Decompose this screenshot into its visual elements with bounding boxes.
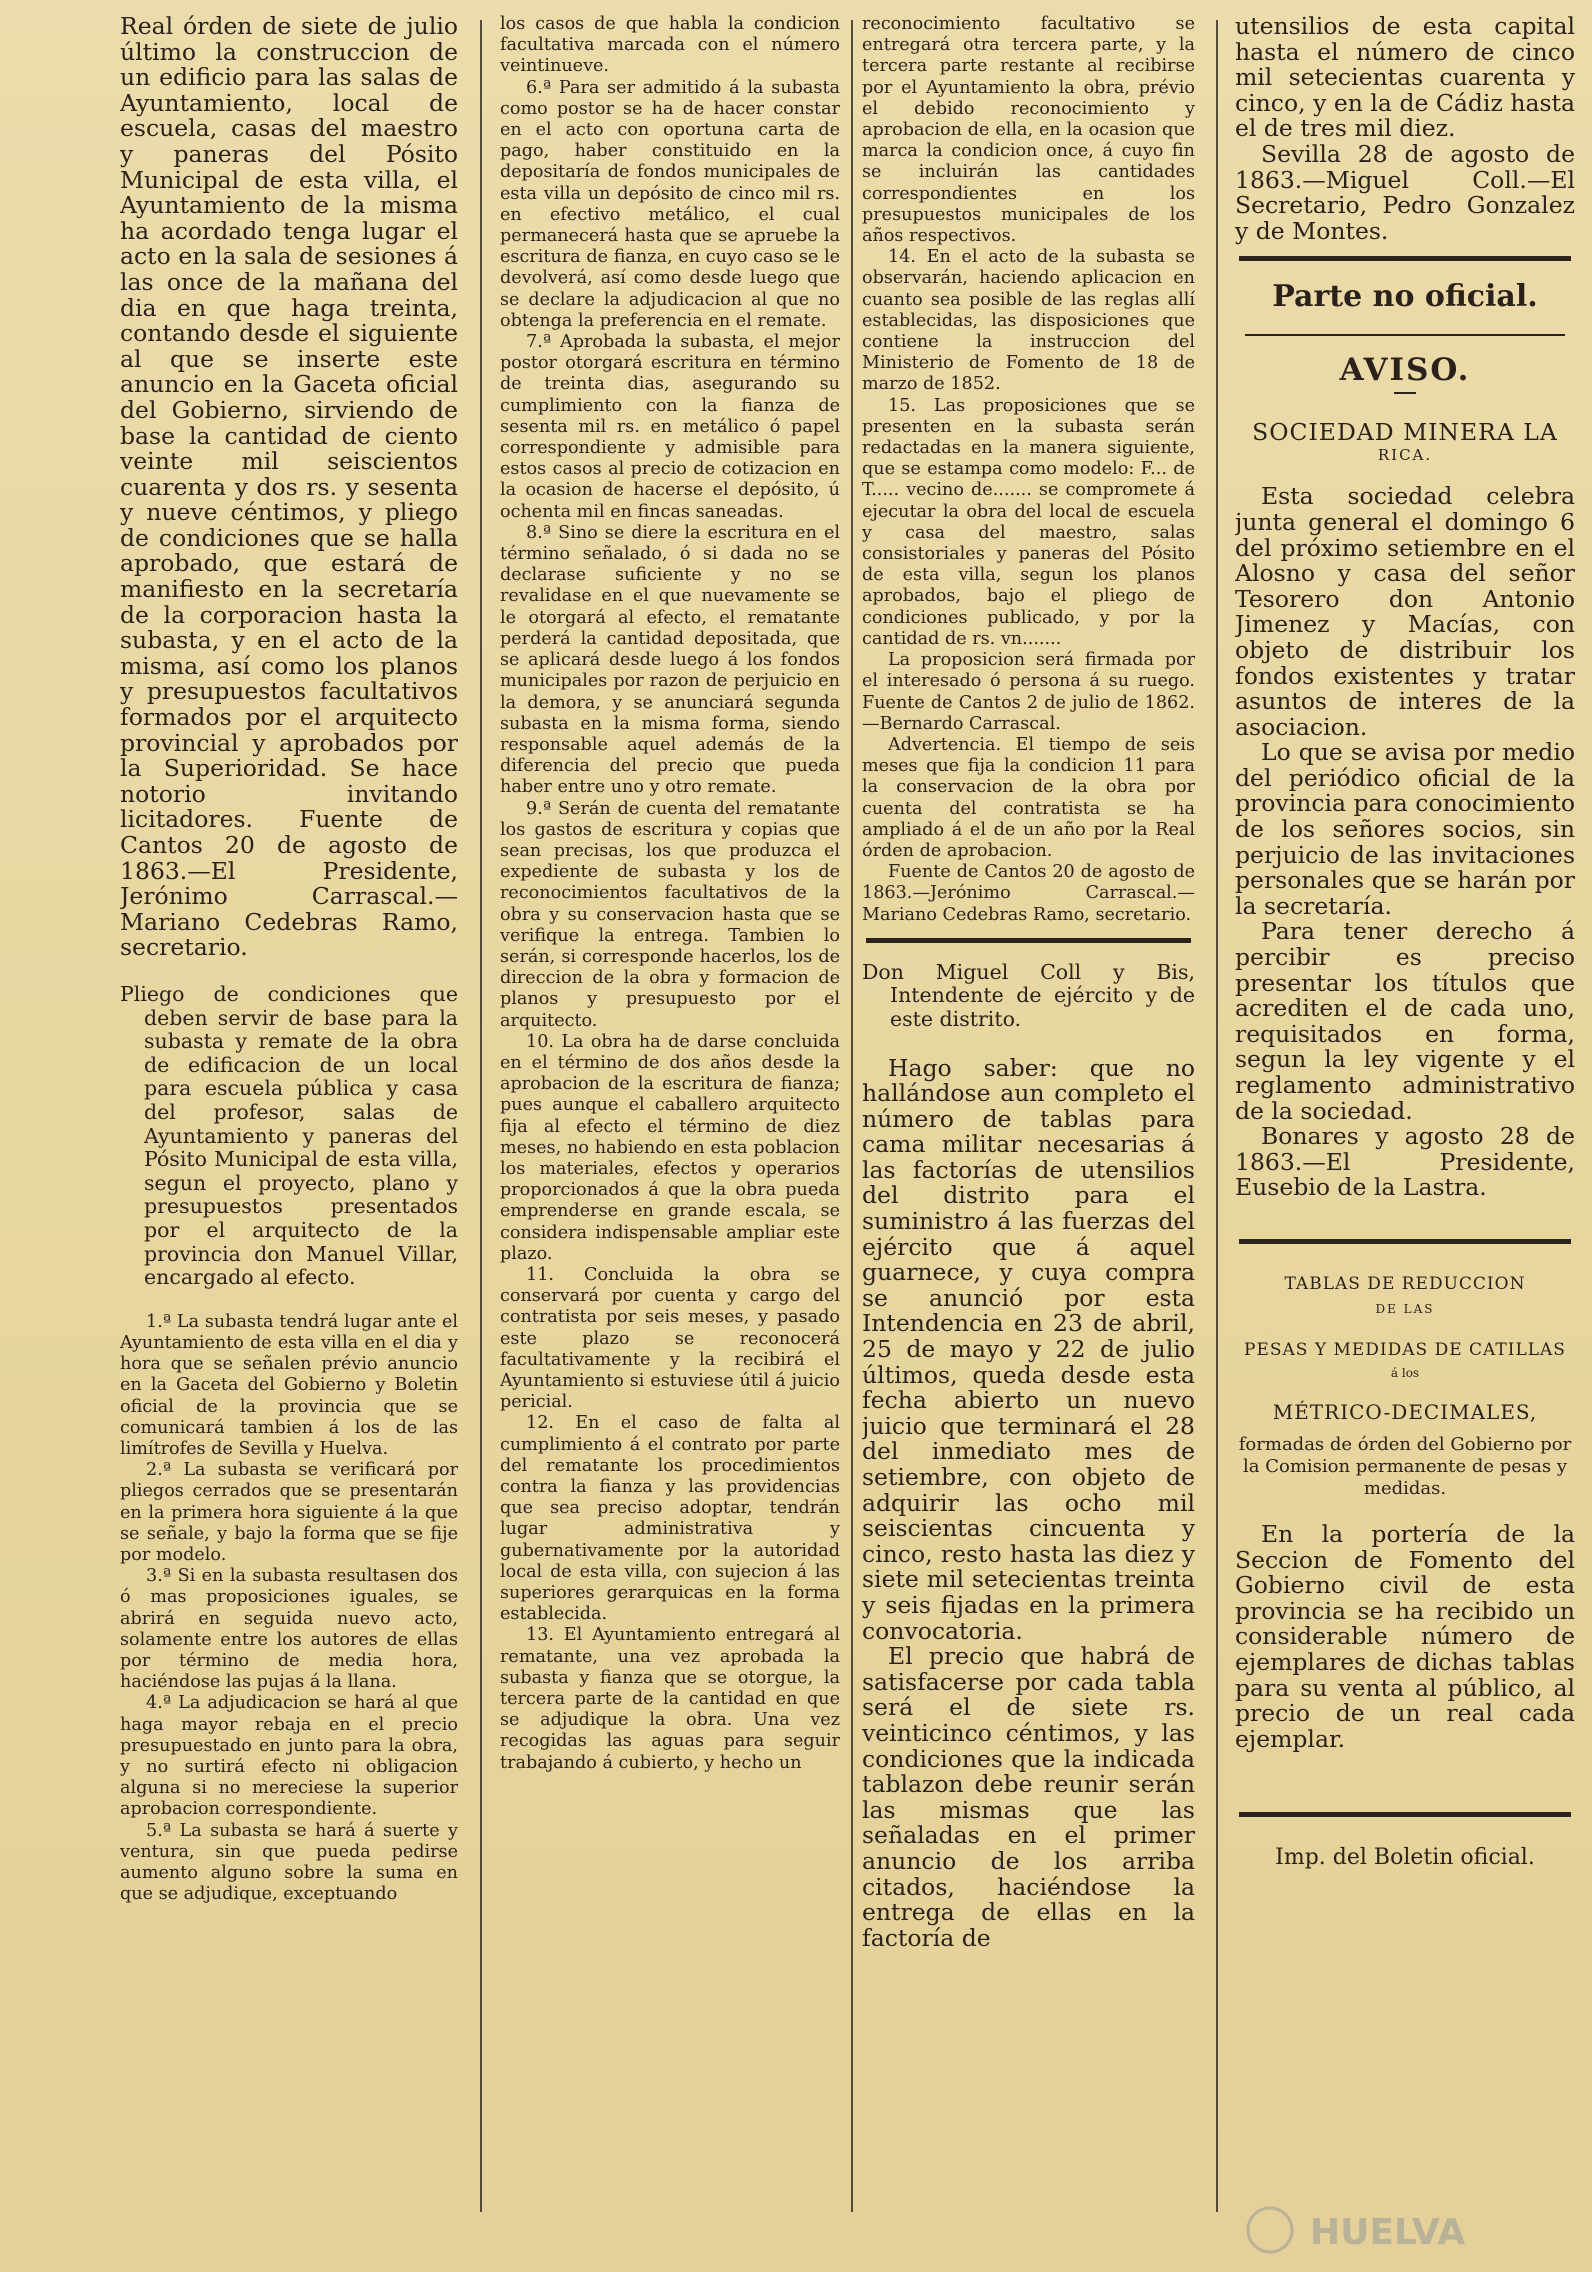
paragraph: Para tener derecho á percibir es preciso presentar los títulos que acrediten el de cada uno, requisitados en forma, segun la ley vigente y el reglamento administrativo de la sociedad. (1235, 917, 1575, 1125)
column-3 (862, 14, 1195, 2262)
section-separator (1245, 334, 1565, 336)
condition-2: 2.ª La subasta se verificará por pliegos cerrados que se presentarán en la primera hora siguiente á la que se señale, y bajo la forma que se fije por modelo. (120, 1460, 458, 1565)
printer-imprint: Imp. del Boletin oficial. (1275, 1845, 1535, 1871)
column-divider (851, 20, 853, 2212)
column-4 (1235, 14, 1575, 2262)
paragraph: Esta sociedad celebra junta general el domingo 6 del próximo setiembre en el Alosno y casa del señor Tesorero don Antonio Jimenez y Macías, con objeto de distribuir los fondos existentes y tratar asuntos de interes de la asociacion. (1235, 482, 1575, 741)
condition-6: 6.ª Para ser admitido á la subasta como postor se ha de hacer constar en el acto con oportuna carta de pago, haber constituido en la depositaría de fondos municipales de esta villa un depósito de cinco mil rs. en efectivo metálico, el cual permanecerá hasta que se apruebe la escritura de fianza, en cuyo caso se le devolverá, así como desde luego que se declare la adjudicacion al que no obtenga la preferencia en el remate. (500, 77, 840, 331)
signature: Sevilla 28 de agosto de 1863.—Miguel Coll.—El Secretario, Pedro Gonzalez y de Montes. (1235, 139, 1575, 245)
condition-12: 12. En el caso de falta al cumplimiento á el contrato por parte del rematante los procedimientos contra la fianza y las providencias que sea preciso adoptar, tendrán lugar administrativa y gubernativamente por la autoridad local de esta villa, con sujecion á las superiores gerarquicas en la forma establecida. (500, 1413, 840, 1625)
paragraph: reconocimiento facultativo se entregará otra tercera parte, y la tercera parte restante al recibirse por el Ayuntamiento la obra, prévio el debido reconocimiento y aprobacion de ella, en la ocasion que marca la condicion once, á cuyo fin se incluirán las cantidades correspondientes en los presupuestos municipales de los años respectivos. (862, 14, 1195, 247)
stamp-text: HUELVA (1310, 2212, 1466, 2253)
pliego-heading: Pliego de condiciones que deben servir de base para la subasta y remate de la obra de edificacion de un local para escuela pública y casa del profesor, salas de Ayuntamiento y paneras del Pósito Municipal de esta villa, segun el proyecto, plano y presupuestos presentados por el arquitecto de la provincia don Manuel Villar, encargado al efecto. (120, 981, 458, 1290)
section-separator (1239, 256, 1571, 261)
section-separator (1239, 1239, 1571, 1244)
column-divider (480, 20, 482, 2212)
condition-11: 11. Concluida la obra se conservará por cuenta y cargo del contratista por seis meses, y pasado este plazo se reconocerá facultativamente y la recibirá el Ayuntamiento si estuviese útil á juicio pericial. (500, 1264, 840, 1413)
notice-heading: AVISO. (1339, 352, 1471, 389)
subasta-announcement: Real órden de siete de julio último la construccion de un edificio para las salas de Ayuntamiento, local de escuela, casas del maestro y paneras del Pósito Municipal de esta villa, el Ayuntamiento de la misma ha acordado tenga lugar el acto en la sala de sesiones á las once de la mañana del dia en que haga treinta, contando desde el siguiente al que se inserte este anuncio en la Gaceta oficial del Gobierno, sirviendo de base la cantidad de ciento veinte mil seiscientos cuarenta y dos rs. y sesenta y nueve céntimos, y pliego de condiciones que se halla aprobado, que estará de manifiesto en la secretaría de la corporacion hasta la subasta, y en el acto de la misma, así como los planos y presupuestos facultativos formados por el arquitecto provincial y aprobados por la Superioridad. Se hace notorio invitando licitadores. Fuente de Cantos 20 de agosto de 1863.—El Presidente, Jerónimo Carrascal.—Mariano Cedebras Ramo, secretario. (120, 14, 458, 962)
column-1 (120, 14, 458, 2262)
condition-13: 13. El Ayuntamiento entregará al rematante, una vez aprobada la subasta y fianza que se otorgue, la tercera parte de la cantidad en que se adjudique la obra. Una vez recogidas las aguas para seguir trabajando á cubierto, y hecho un (500, 1625, 840, 1773)
condition-5: 5.ª La subasta se hará á suerte y ventura, sin que pueda pedirse aumento alguno sobre la suma en que se adjudique, exceptuando (120, 1820, 458, 1905)
condition-15: 15. Las proposiciones que se presenten en la subasta serán redactadas en la manera siguiente, que se estampa como modelo: F... de T..... vecino de....... se compromete á ejecutar la obra del local de escuela y casa del maestro, salas consistoriales y paneras del Pósito de esta villa, segun los planos aprobados, bajo el pliego de condiciones publicado, y por la cantidad de rs. vn....... (862, 395, 1195, 649)
condition-7: 7.ª Aprobada la subasta, el mejor postor otorgará escritura en término de treinta dias, asegurando su cumplimiento con la fianza de sesenta mil rs. en metálico ó papel correspondiente y admisible para estos casos al precio de cotizacion en la ocasion de hacerse el depósito, ú ochenta mil en fincas saneadas. (500, 332, 840, 522)
condition-4: 4.ª La adjudicacion se hará al que haga mayor rebaja en el precio presupuestado en junto para la obra, y no surtirá efecto ni obligacion alguna si no mereciese la superior aprobacion correspondiente. (120, 1693, 458, 1820)
tables-subtitle: MÉTRICO-DECIMALES, (1272, 1399, 1538, 1424)
paragraph: utensilios de esta capital hasta el número de cinco mil setecientas cuarenta y cinco, y en la de Cádiz hasta el de tres mil diez. (1235, 14, 1575, 143)
condition-9: 9.ª Serán de cuenta del rematante los gastos de escritura y copias que sean precisas, los que produzca el expediente de subasta y los de reconocimientos facultativos de la obra y su conservacion hasta que se verifique la entrega. Tambien lo serán, si corresponde hacerlos, los de direccion de la obra y formacion de planos y presupuesto por el arquitecto. (500, 798, 840, 1031)
signature: Fuente de Cantos 20 de agosto de 1863.—Jerónimo Carrascal.—Mariano Cedebras Ramo, secretario. (862, 862, 1195, 925)
society-name-cont: RICA. (1377, 446, 1433, 465)
tables-title: TABLAS DE REDUCCION (1284, 1273, 1526, 1294)
condition-14: 14. En el acto de la subasta se observarán, haciendo aplicacion en cuanto sea posible de las reglas allí establecidas, las disposiciones que contiene la instruccion del Ministerio de Fomento de 18 de marzo de 1852. (862, 247, 1195, 395)
condition-8: 8.ª Sino se diere la escritura en el término señalado, ó si dada no se declarase suficiente y no se revalidase en el que nuevamente se le otorgará al efecto, el rematante perderá la cantidad depositada, que se aplicará desde luego á los fondos municipales por razon de perjuicio en la demora, y se anunciará segunda subasta en la misma forma, siendo responsable aquel además de la diferencia del precio que pueda haber entre uno y otro remate. (500, 522, 840, 798)
section-heading: Parte no oficial. (1272, 279, 1538, 315)
paragraph: Hago saber: que no hallándose aun completo el número de tablas para cama militar necesarias á las factorías de utensilios del distrito para el suministro á las fuerzas del ejército que á aquel guarnece, y cuya compra se anunció por esta Intendencia en 23 de abril, 25 de mayo y 22 de julio últimos, queda desde esta fecha abierto un nuevo juicio que terminará el 28 del inmediato mes de setiembre, con objeto de adquirir las ocho mil seiscientas cincuenta y cinco, resto hasta las diez y siete mil setecientas treinta y seis fijadas en la primera convocatoria. (862, 1053, 1195, 1645)
advertencia: Advertencia. El tiempo de seis meses que fija la condicion 11 para la conservacion de la obra por cuenta del contratista se ha ampliado á el de un año por la Real órden de aprobacion. (862, 734, 1195, 861)
condition-10: 10. La obra ha de darse concluida en el término de dos años desde la aprobacion de la escritura de fianza; pues aunque el caballero arquitecto fija al efecto el término de diez meses, no habiendo en esta poblacion los materiales, efectos y operarios proporcionados á que la obra pueda emprenderse en grande escala, se considera indispensable ampliar este plazo. (500, 1031, 840, 1264)
column-divider (1216, 20, 1218, 2212)
signature: Bonares y agosto 28 de 1863.—El Presidente, Eusebio de la Lastra. (1235, 1122, 1575, 1202)
society-name: SOCIEDAD MINERA LA (1252, 418, 1558, 447)
intendente-heading: Don Miguel Coll y Bis, Intendente de ejército y de este distrito. (862, 959, 1195, 1031)
tables-subtitle: DE LAS (1375, 1301, 1435, 1316)
section-separator (1239, 1812, 1571, 1817)
paragraph: los casos de que habla la condicion facultativa marcada con el número veintinueve. (500, 14, 840, 77)
tables-subtitle: PESAS Y MEDIDAS DE CATILLAS (1244, 1339, 1566, 1360)
tables-subtitle: á los (1390, 1365, 1420, 1380)
section-separator (866, 938, 1191, 943)
tables-note: formadas de órden del Gobierno por la Comision permanente de pesas y medidas. (1238, 1433, 1572, 1499)
paragraph: En la portería de la Seccion de Fomento del Gobierno civil de esta provincia se ha recibido un considerable número de ejemplares de dichas tablas para su venta al público, al precio de un real cada ejemplar. (1235, 1519, 1575, 1753)
paragraph: Lo que se avisa por medio del periódico oficial de la provincia para conocimiento de los señores socios, sin perjuicio de las invitaciones personales que se harán por la secretaría. (1235, 738, 1575, 920)
paragraph: El precio que habrá de satisfacerse por cada tabla será el de siete rs. veinticinco céntimos, y las condiciones que la indicada tablazon debe reunir serán las mismas que las señaladas en el primer anuncio de los arriba citados, haciéndose la entrega de ellas en la factoría de (862, 1642, 1195, 1952)
condition-3: 3.ª Si en la subasta resultasen dos ó mas proposiciones iguales, se abrirá en seguida nuevo acto, solamente entre los autores de ellas por término de media hora, haciéndose las pujas á la llana. (120, 1566, 458, 1693)
library-stamp-watermark (1240, 2200, 1540, 2260)
column-2 (500, 14, 840, 2262)
divider (1394, 392, 1416, 394)
paragraph: La proposicion será firmada por el interesado ó persona á su ruego. Fuente de Cantos 2 de julio de 1862.—Bernardo Carrascal. (862, 650, 1195, 734)
condition-1: 1.ª La subasta tendrá lugar ante el Ayuntamiento de esta villa en el dia y hora que se señalen prévio anuncio en la Gaceta del Gobierno y Boletin oficial de la provincia que se comunicará tambien á los de las limítrofes de Sevilla y Huelva. (120, 1311, 458, 1459)
